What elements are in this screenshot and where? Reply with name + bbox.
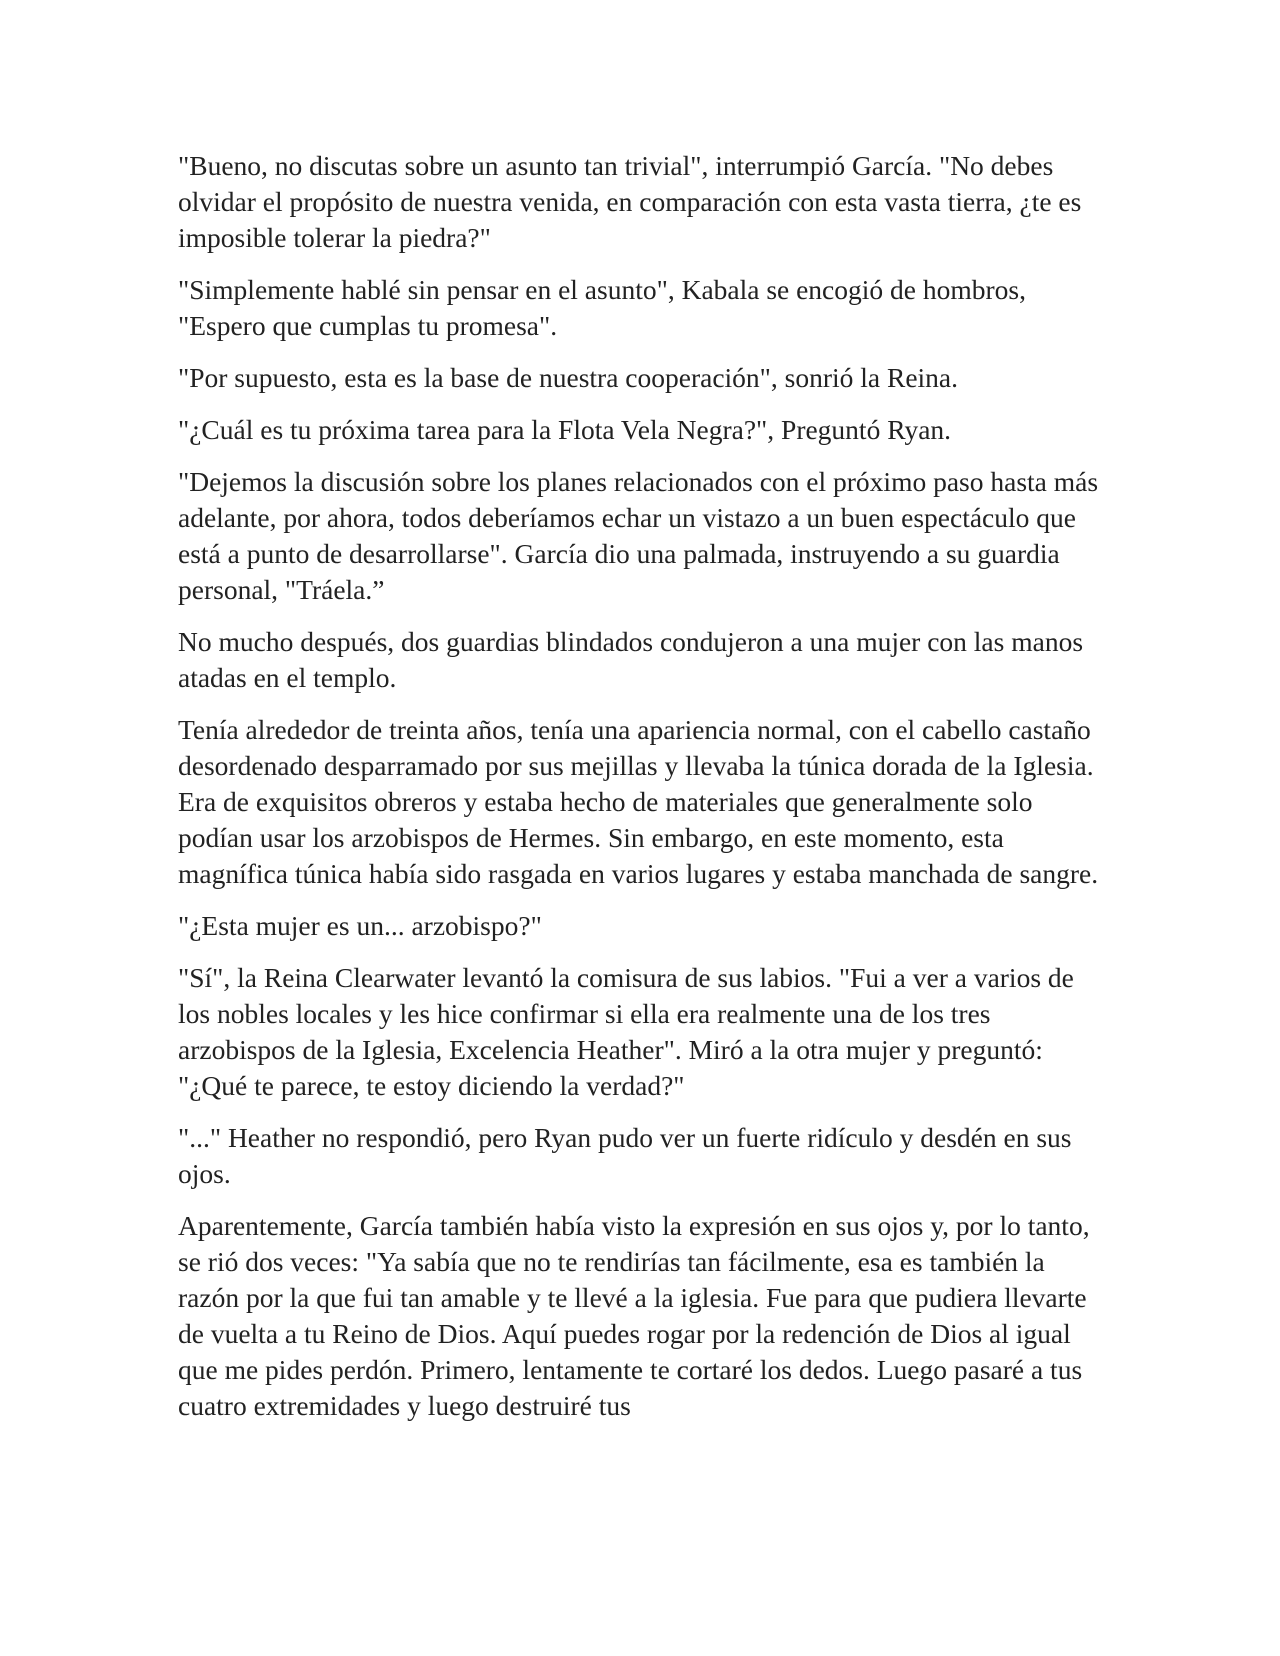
paragraph: "Por supuesto, esta es la base de nuestra cooperación", sonrió la Reina.: [178, 362, 959, 393]
paragraph: "Sí", la Reina Clearwater levantó la comisura de sus labios. "Fui a ver a varios de los nobles locales y les hice confirmar si ella era realmente una de los tres arzobispos de la Iglesia, Excelencia Heather". Miró a la otra mujer y preguntó: "¿Qué te parece, te estoy diciendo la verdad?": [178, 962, 1074, 1101]
document-body: [178, 148, 1108, 1440]
paragraph: "Bueno, no discutas sobre un asunto tan trivial", interrumpió García. "No debes olvidar el propósito de nuestra venida, en comparación con esta vasta tierra, ¿te es imposible tolerar la piedra?": [178, 150, 1082, 253]
paragraph: "¿Cuál es tu próxima tarea para la Flota Vela Negra?", Preguntó Ryan.: [178, 414, 952, 445]
paragraph: "Simplemente hablé sin pensar en el asunto", Kabala se encogió de hombros, "Espero que cumplas tu promesa".: [178, 274, 1026, 341]
paragraph: Aparentemente, García también había visto la expresión en sus ojos y, por lo tanto, se rió dos veces: "Ya sabía que no te rendirías tan fácilmente, esa es también la razón por la que fui tan amable y te llevé a la iglesia. Fue para que pudiera llevarte de vuelta a tu Reino de Dios. Aquí puedes rogar por la redención de Dios al igual que me pides perdón. Primero, lentamente te cortaré los dedos. Luego pasaré a tus cuatro extremidades y luego destruiré tus: [178, 1210, 1090, 1421]
paragraph: No mucho después, dos guardias blindados condujeron a una mujer con las manos atadas en el templo.: [178, 626, 1084, 693]
paragraph: "..." Heather no respondió, pero Ryan pudo ver un fuerte ridículo y desdén en sus ojos.: [178, 1122, 1072, 1189]
paragraph: "Dejemos la discusión sobre los planes relacionados con el próximo paso hasta más adelante, por ahora, todos deberíamos echar un vistazo a un buen espectáculo que está a punto de desarrollarse". García dio una palmada, instruyendo a su guardia personal, "Tráela.”: [178, 466, 1099, 605]
paragraph: Tenía alrededor de treinta años, tenía una apariencia normal, con el cabello castaño desordenado desparramado por sus mejillas y llevaba la túnica dorada de la Iglesia. Era de exquisitos obreros y estaba hecho de materiales que generalmente solo podían usar los arzobispos de Hermes. Sin embargo, en este momento, esta magnífica túnica había sido rasgada en varios lugares y estaba manchada de sangre.: [178, 714, 1099, 889]
paragraph: "¿Esta mujer es un... arzobispo?": [178, 910, 542, 941]
